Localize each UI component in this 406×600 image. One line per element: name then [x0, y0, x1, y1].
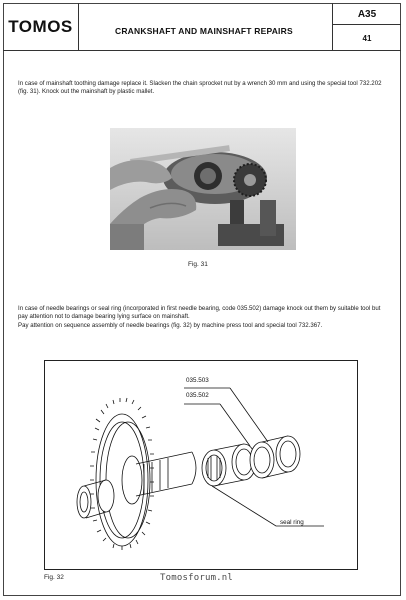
- figure-31-photo: [110, 128, 296, 250]
- label-035-503: 035.503: [186, 377, 209, 384]
- label-035-502: 035.502: [186, 392, 209, 399]
- code-cell: [333, 3, 401, 50]
- figure-31-image: [110, 128, 296, 250]
- logo-cell: [3, 3, 79, 50]
- page-header: [3, 3, 401, 50]
- brand-logo: TOMOS: [8, 16, 73, 36]
- figure-32-caption: Fig. 32: [44, 574, 64, 581]
- needle-bearing-1: [202, 444, 256, 486]
- gear: [77, 398, 154, 550]
- section-code: A35: [333, 3, 401, 25]
- paragraph-needle-bearings-line-1: In case of needle bearings or seal ring (incorporated in first needle bearing, code 035.502) damage knock out them by suitable tool but pay attention not to damage bearing lying surface on mainshaft.: [18, 305, 381, 321]
- page-number: 41: [362, 34, 372, 43]
- paragraph-needle-bearings-line-2: Pay attention on sequence assembly of needle bearings (fig. 32) by machine press tool and special tool 732.367.: [18, 321, 323, 329]
- needle-bearing-2: [250, 436, 300, 478]
- paragraph-mainshaft-removal: In case of mainshaft toothing damage replace it. Slacken the chain sprocket nut by a wrench 30 mm and using the special tool 732.202 (fig. 31). Knock out the mainshaft by plastic mallet.: [18, 80, 382, 96]
- label-seal-ring: seal ring: [280, 519, 304, 526]
- paragraph-needle-bearings: [18, 305, 390, 330]
- watermark: Tomosforum.nl: [160, 573, 234, 583]
- header-divider: [3, 50, 401, 51]
- figure-31-caption: Fig. 31: [188, 261, 208, 268]
- title-cell: [79, 3, 333, 50]
- page-title: CRANKSHAFT AND MAINSHAFT REPAIRS: [115, 26, 293, 36]
